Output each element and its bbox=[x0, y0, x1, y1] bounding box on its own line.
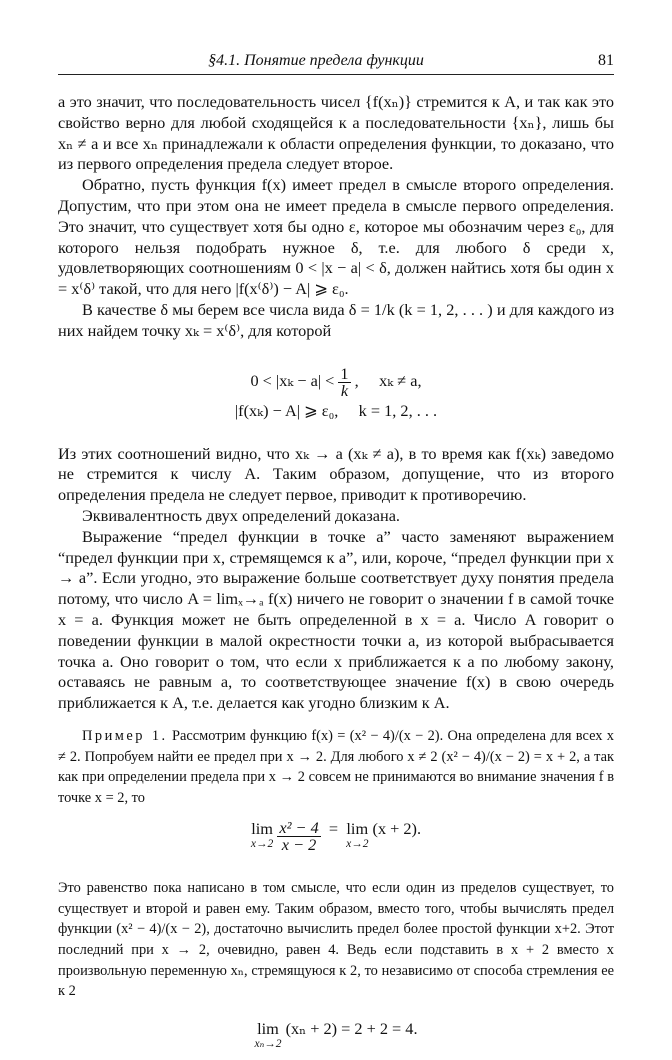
formula-a-row-2: |f(xₖ) − A| ⩾ ε₀, k = 1, 2, . . . bbox=[234, 400, 438, 420]
example-label: Пример 1. bbox=[82, 727, 168, 744]
limit-right bbox=[346, 820, 368, 851]
paragraph-1: а это значит, что последовательность чисел {f(xₙ)} стремится к A, и так как это свойство верно для любой сходящейся к a последовательности {xₙ}, лишь бы xₙ ≠ a и все xₙ принадлежали к области определения функции, то доказано, что из первого определения предела следует второе. bbox=[58, 92, 614, 174]
paragraph-6: Выражение “предел функции в точке a” часто заменяют выражением “предел функции при x, стремящемся к a”, или, короче, “предел функции при x → a”. Если угодно, это выражение больше соответствует духу понятия предела потому, что число A = limₓ→ₐ f(x) ничего не говорит о значении f в самой точке x = a. Функция может не быть определенной в x = a. Число A говорит о поведении функции в малой окрестности точки a, из которой выбрасывается точка a. Оно говорит о том, что если x приближается к a по любому закону, оставаясь не равным a, то соответствующее значение f(x) в свою очередь приближается к A, т.е. делается как угодно близким к A. bbox=[58, 526, 614, 713]
formula-a-row-1 bbox=[58, 363, 614, 400]
fraction-denominator: k bbox=[340, 380, 349, 400]
paragraph-3: В качестве δ мы берем все числа вида δ = 1/k (k = 1, 2, . . . ) и для каждого из них найдем точку xₖ = x⁽δ⁾, для которой bbox=[58, 299, 614, 340]
display-formula-a bbox=[58, 363, 614, 426]
example-text: Рассмотрим функцию f(x) = (x² − 4)/(x − 2). Она определена для всех x ≠ 2. Попробуем найти ее предел при x → 2. Для любого x ≠ 2 (x² − 4)/(x − 2) = x + 2, а так как при определении предела при x → 2 совсем не принимаются во внимание значения f в точке x = 2, то bbox=[58, 727, 614, 806]
limit-left-word: lim bbox=[251, 819, 273, 839]
fraction-numerator: 1 bbox=[340, 363, 349, 383]
paragraph-8: Это равенство пока написано в том смысле, что если один из пределов существует, то существует и второй и равен ему. Таким образом, вместо того, чтобы вычислять предел функции (x² − 4)/(x − 2), достаточно вычислить предел более простой функции x+2. Этот последний при x → 2, очевидно, равен 4. Ведь если подставить в x + 2 вместо x произвольную переменную xₙ, стремящуюся к 2, то независимо от способа стремления ее к 2 bbox=[58, 880, 614, 1000]
limit-left bbox=[251, 820, 273, 851]
formula-a-fraction bbox=[338, 363, 350, 400]
display-formula-b bbox=[58, 820, 614, 866]
limit-right-sub: x→2 bbox=[346, 838, 369, 851]
formula-a-row1-left: 0 < |xₖ − a| < bbox=[250, 370, 335, 390]
formula-b-equals: = bbox=[328, 819, 339, 839]
header-rule bbox=[58, 74, 614, 75]
formula-b-rhs: (x + 2). bbox=[372, 819, 422, 839]
limit-c-word: lim bbox=[257, 1018, 279, 1038]
display-formula-c bbox=[58, 1020, 614, 1060]
formula-b-numerator: x² − 4 bbox=[279, 818, 319, 838]
paragraph-5: Эквивалентность двух определений доказана. bbox=[82, 505, 401, 525]
formula-a-row1-right: , xₖ ≠ a, bbox=[354, 370, 422, 390]
formula-b-fraction bbox=[277, 820, 320, 853]
running-title: §4.1. Понятие предела функции bbox=[208, 52, 424, 69]
limit-c bbox=[254, 1020, 281, 1051]
limit-c-sub: xₙ→2 bbox=[254, 1037, 282, 1050]
paragraph-4: Из этих соотношений видно, что xₖ → a (xₖ ≠ a), в то время как f(xₖ) заведомо не стремится к числу A. Таким образом, допущение, что из второго определения предела не следует первое, приводит к противоречию. bbox=[58, 443, 614, 505]
limit-left-sub: x→2 bbox=[250, 838, 274, 851]
formula-c-rhs: (xₙ + 2) = 2 + 2 = 4. bbox=[285, 1018, 418, 1038]
limit-right-word: lim bbox=[346, 819, 369, 839]
page-number: 81 bbox=[598, 52, 614, 69]
example-paragraph bbox=[58, 726, 614, 808]
paragraph-2: Обратно, пусть функция f(x) имеет предел в смысле второго определения. Допустим, что при этом она не имеет предела в смысле первого определения. Это значит, что существует хотя бы одно ε, которое мы обозначим через ε₀, для которого нельзя подобрать нужное δ, т.е. для любого δ среди x, удовлетворяющих соотношениям 0 < |x − a| < δ, должен найтись хотя бы один x = x⁽δ⁾ такой, что для него |f(x⁽δ⁾) − A| ⩾ ε₀. bbox=[58, 175, 614, 299]
formula-b-denominator: x − 2 bbox=[281, 835, 317, 855]
running-header bbox=[58, 52, 614, 72]
page-body bbox=[58, 92, 614, 1060]
